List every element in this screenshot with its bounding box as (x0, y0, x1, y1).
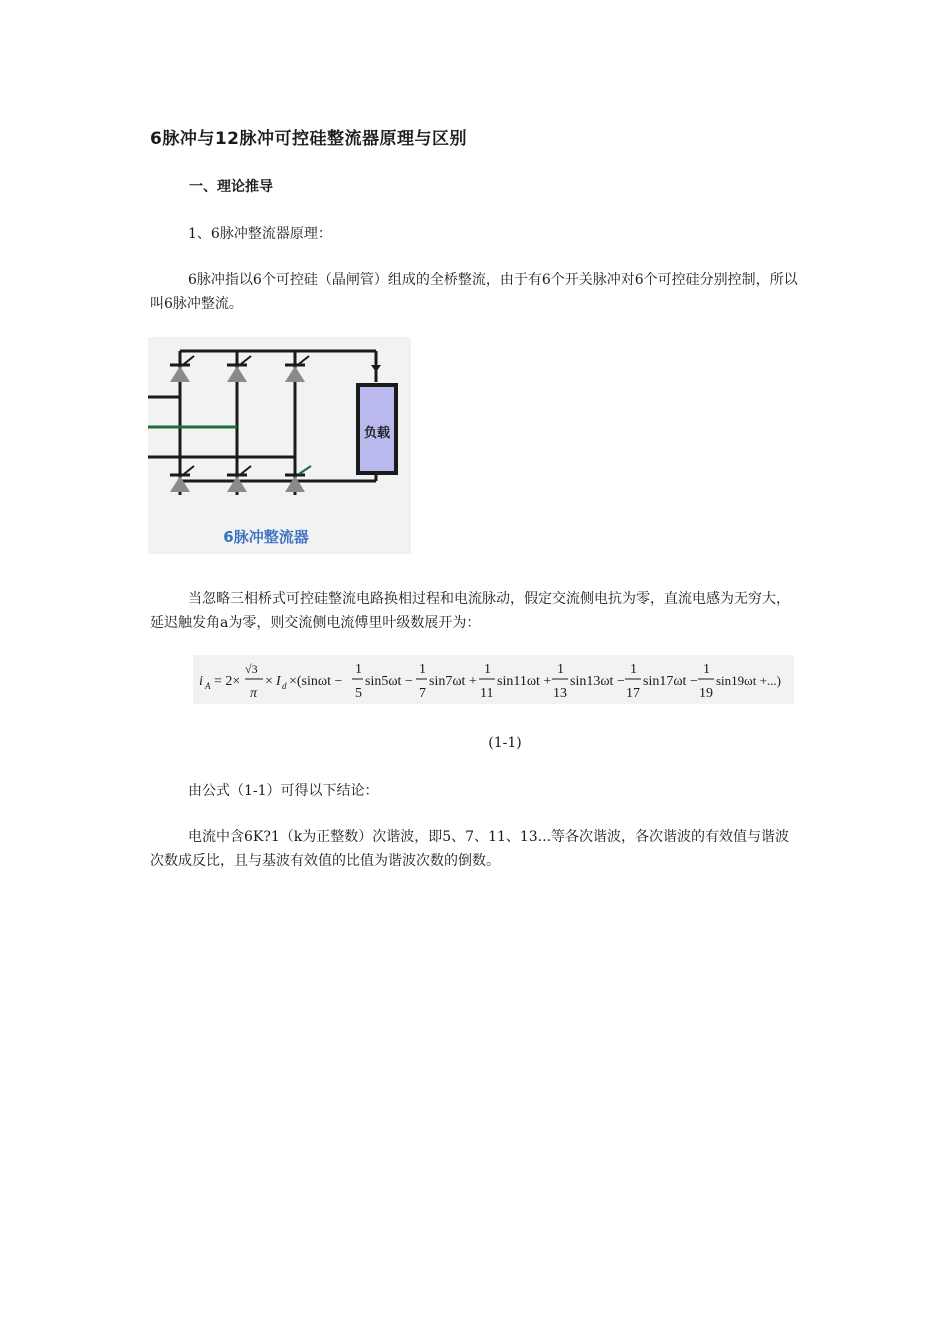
thyristor-lower-1 (170, 466, 194, 492)
rectifier-circuit-diagram (148, 337, 411, 554)
document-title: 6脉冲与12脉冲可控硅整流器原理与区别 (150, 129, 467, 149)
paragraph-conclusion-intro: 由公式（1-1）可得以下结论： (188, 783, 379, 799)
equation-number: (1-1) (488, 735, 522, 751)
thyristor-upper-2 (227, 356, 251, 382)
six-pulse-rectifier-figure (148, 337, 411, 554)
thyristor-upper-1 (170, 356, 194, 382)
paragraph-definition: 6脉冲指以6个可控硅（晶闸管）组成的全桥整流，由于有6个开关脉冲对6个可控硅分别控制，所以叫6脉冲整流。 (150, 272, 798, 312)
svg-text:19: 19 (699, 686, 713, 701)
thyristor-lower-2 (227, 466, 251, 492)
formula-lhs: i (199, 674, 203, 689)
svg-text:1: 1 (703, 662, 710, 677)
svg-text:1: 1 (630, 662, 637, 677)
svg-text:11: 11 (480, 686, 494, 701)
paragraph-harmonics: 电流中含6K?1（k为正整数）次谐波，即5、7、11、13...等各次谐波，各次谐波的有效值与谐波次数成反比，且与基波有效值的比值为谐波次数的倒数。 (150, 829, 790, 869)
svg-text:I: I (276, 674, 281, 689)
svg-text:sin7ωt +: sin7ωt + (429, 674, 477, 689)
svg-text:A: A (205, 681, 211, 691)
svg-text:sin5ωt −: sin5ωt − (365, 674, 413, 689)
paragraph-assumptions: 当忽略三相桥式可控硅整流电路换相过程和电流脉动，假定交流侧电抗为零，直流电感为无穷大，延迟触发角a为零，则交流侧电流傅里叶级数展开为： (150, 591, 790, 631)
current-arrow-icon (371, 365, 381, 372)
section-heading: 一、理论推导 (189, 179, 273, 195)
svg-text:sin11ωt +: sin11ωt + (497, 674, 552, 689)
sqrt-three: √3 (245, 662, 258, 676)
svg-text:17: 17 (626, 686, 640, 701)
svg-text:sin17ωt −: sin17ωt − (643, 674, 698, 689)
fourier-series-formula (193, 655, 794, 704)
svg-text:1: 1 (355, 662, 362, 677)
load-label: 负载 (363, 426, 391, 441)
svg-text:sin19ωt +...): sin19ωt +...) (716, 673, 781, 688)
svg-text:×(sinωt −: ×(sinωt − (289, 674, 343, 689)
svg-text:×: × (265, 674, 273, 689)
subsection-heading: 1、6脉冲整流器原理： (188, 226, 332, 242)
svg-text:sin13ωt −: sin13ωt − (570, 674, 625, 689)
svg-text:d: d (282, 681, 287, 691)
svg-text:1: 1 (557, 662, 564, 677)
svg-text:13: 13 (553, 686, 567, 701)
svg-text:5: 5 (355, 686, 362, 701)
svg-text:π: π (250, 686, 258, 701)
thyristor-upper-3 (285, 356, 309, 382)
svg-text:1: 1 (484, 662, 491, 677)
thyristor-lower-3 (285, 466, 311, 492)
figure-caption: 6脉冲整流器 (223, 528, 309, 546)
svg-text:= 2×: = 2× (214, 674, 241, 689)
svg-text:7: 7 (419, 686, 426, 701)
svg-text:1: 1 (419, 662, 426, 677)
